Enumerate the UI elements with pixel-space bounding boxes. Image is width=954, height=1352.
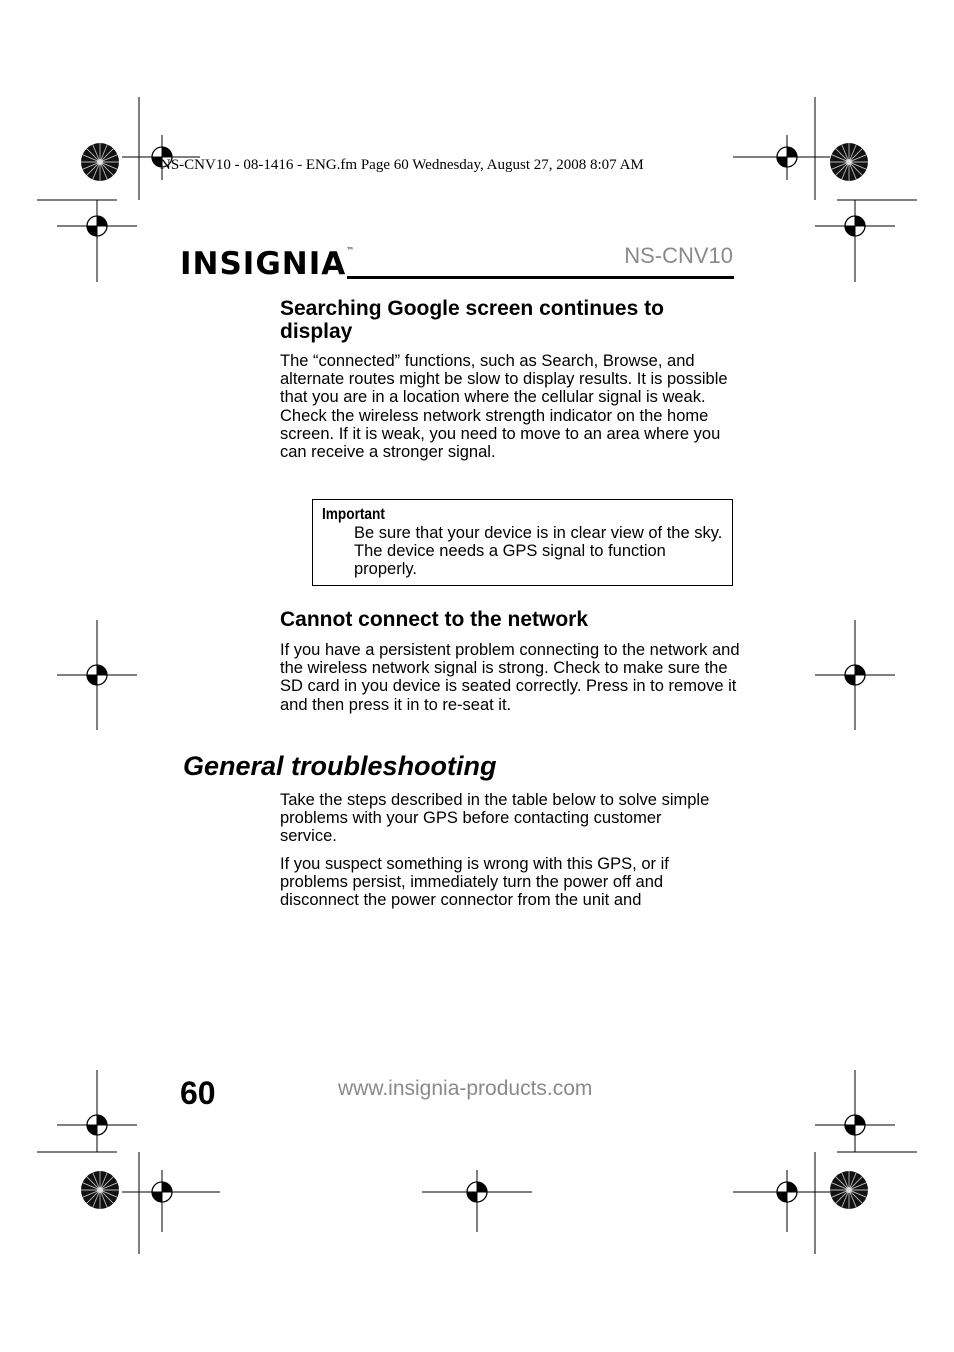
important-note [312, 499, 733, 586]
print-slug: NS-CNV10 - 08-1416 - ENG.fm Page 60 Wednesday, August 27, 2008 8:07 AM [160, 157, 644, 173]
header-rule [347, 276, 734, 279]
trademark-symbol: ™ [346, 246, 356, 255]
general-paragraph-1: Take the steps described in the table below to solve simple problems with your GPS before contacting customer service. [280, 791, 710, 846]
page-number: 60 [180, 1075, 216, 1111]
model-number: NS-CNV10 [624, 243, 733, 268]
general-paragraph-2: If you suspect something is wrong with this GPS, or if problems persist, immediately turn the power off and disconnect the power connector from the unit and [280, 855, 669, 910]
brand-wordmark: INSIGNIA [180, 246, 347, 282]
section-body-cannot-connect: If you have a persistent problem connecting to the network and the wireless network signal is strong. Check to make sure the SD card in you device is seated correctly. Press in to remove it and then press it in to re-seat it. [280, 641, 740, 714]
footer-url: www.insignia-products.com [338, 1077, 593, 1100]
section-title-general-troubleshooting: General troubleshooting [183, 751, 497, 781]
brand-logo [180, 246, 355, 282]
important-text: Be sure that your device is in clear view of the sky. The device needs a GPS signal to function properly. [354, 524, 723, 579]
section-heading-cannot-connect: Cannot connect to the network [280, 608, 589, 631]
important-label: Important [322, 506, 385, 523]
section-heading-searching-google: Searching Google screen continues to display [280, 297, 664, 343]
section-body-searching-google: The “connected” functions, such as Search, Browse, and alternate routes might be slow to display results. It is possible that you are in a location where the cellular signal is weak. Check the wireless network strength indicator on the home screen. If it is weak, you need to move to an area where you can receive a stronger signal. [280, 352, 728, 462]
